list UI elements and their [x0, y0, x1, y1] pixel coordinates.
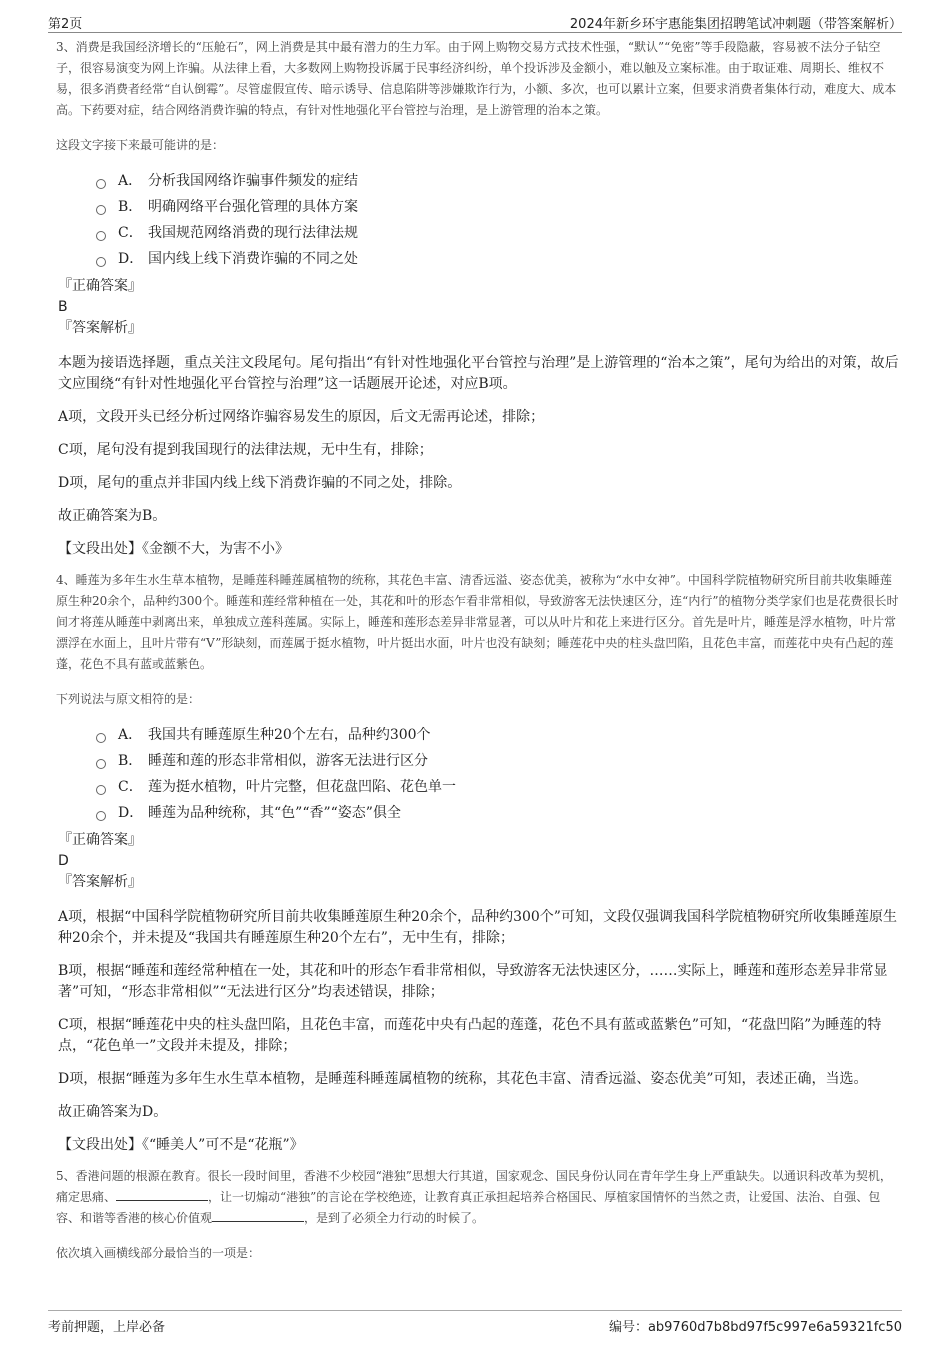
radio-icon[interactable]	[96, 811, 106, 821]
fill-blank	[116, 1188, 208, 1201]
page-footer	[48, 1310, 902, 1339]
question-3	[56, 37, 900, 560]
q4-question: 下列说法与原文相符的是：	[56, 692, 201, 706]
option-letter: B．	[118, 753, 143, 769]
radio-icon[interactable]	[96, 205, 106, 215]
q4-options	[96, 722, 900, 826]
q4-explanation: A项，根据“中国科学院植物研究所目前共收集睡莲原生种20余个，品种约300个”可知，文段仅强调我国科学院植物研究所收集睡莲原生种20余个，并未提及“我国共有睡莲原生种20个左右”，无中生有，排除；	[58, 909, 897, 946]
question-4	[56, 570, 900, 1156]
q3-option-a[interactable]	[96, 168, 900, 194]
option-text: 国内线上线下消费诈骗的不同之处	[148, 251, 358, 267]
q5-passage-part: ，是到了必须全力行动的时候了。	[304, 1211, 485, 1225]
option-letter: D．	[118, 805, 144, 821]
document-body	[56, 37, 900, 1264]
footer-slogan: 考前押题，上岸必备	[48, 1320, 166, 1335]
option-text: 莲为挺水植物，叶片完整，但花盘凹陷、花色单一	[148, 779, 456, 795]
q3-options	[96, 168, 900, 272]
radio-icon[interactable]	[96, 231, 106, 241]
q3-explanation: C项，尾句没有提到我国现行的法律法规，无中生有，排除；	[58, 442, 433, 458]
option-text: 分析我国网络诈骗事件频发的症结	[148, 173, 358, 189]
q3-option-d[interactable]	[96, 246, 900, 272]
option-text: 我国共有睡莲原生种20个左右，品种约300个	[148, 727, 431, 743]
q4-answer-label: 『正确答案』	[58, 832, 142, 848]
q5-passage	[56, 1166, 900, 1229]
option-text: 明确网络平台强化管理的具体方案	[148, 199, 358, 215]
q3-analysis-label: 『答案解析』	[58, 320, 142, 336]
option-text: 睡莲为品种统称，其“色”“香”“姿态”俱全	[148, 805, 401, 821]
q5-passage-part: ，让一切煽动“港独”的言论在学校绝迹，让教育真正承担起培养合格国民、厚植家国情怀的当然之责，让爱国、法治、自强、包容、和谐等香港的核心价值观	[56, 1190, 881, 1225]
fill-blank	[212, 1209, 304, 1222]
q3-passage: 3、消费是我国经济增长的“压舱石”，网上消费是其中最有潜力的生力军。由于网上购物交易方式技术性强，“默认”“免密”等手段隐蔽，容易被不法分子钻空子，很容易演变为网上诈骗。从法律上看，大多数网上购物投诉属于民事经济纠纷，单个投诉涉及金额小，难以触及立案标准。由于取证难、周期长、维权不易，很多消费者经常“自认倒霉”。尽管虚假宣传、暗示诱导、信息陷阱等涉嫌欺诈行为，小额、多次，也可以累计立案，但要求消费者集体行动，难度大、成本高。下药要对症，结合网络消费诈骗的特点，有针对性地强化平台管控与治理，是上游管理的治本之策。	[56, 40, 897, 117]
q5-passage-part: 5、香港问题的根源在教育。很长一段时间里，香港不少校园“港独”思想大行其道，国家观念、国民身份认同在青年学生身上严重缺失。以通识科改革为契机，痛定思痛、	[56, 1169, 892, 1204]
q3-question: 这段文字接下来最可能讲的是：	[56, 138, 225, 152]
option-letter: D．	[118, 251, 144, 267]
q4-answer: D	[58, 853, 69, 869]
q3-explanation: D项，尾句的重点并非国内线上线下消费诈骗的不同之处，排除。	[58, 475, 462, 491]
document-title: 2024年新乡环宇惠能集团招聘笔试冲刺题（带答案解析）	[569, 17, 902, 32]
q4-explanation: D项，根据“睡莲为多年生水生草本植物，是睡莲科睡莲属植物的统称，其花色丰富、清香远溢、姿态优美”可知，表述正确，当选。	[58, 1071, 868, 1087]
q4-explanation: B项，根据“睡莲和莲经常种植在一处，其花和叶的形态乍看非常相似，导致游客无法快速区分，……实际上，睡莲和莲形态差异非常显著”可知，“形态非常相似”“无法进行区分”均表述错误，排除；	[58, 963, 888, 1000]
q3-explanation: 本题为接语选择题，重点关注文段尾句。尾句指出“有针对性地强化平台管控与治理”是上游管理的“治本之策”，尾句为给出的对策，故后文应围绕“有针对性地强化平台管控与治理”这一话题展开论述，对应B项。	[58, 355, 899, 392]
page-header	[48, 10, 902, 33]
option-letter: A．	[118, 727, 143, 743]
option-letter: C．	[118, 225, 143, 241]
radio-icon[interactable]	[96, 759, 106, 769]
question-5	[56, 1166, 900, 1264]
q3-explanation: 故正确答案为B。	[58, 508, 167, 524]
q3-option-b[interactable]	[96, 194, 900, 220]
radio-icon[interactable]	[96, 179, 106, 189]
q4-source: 【文段出处】《“睡美人”可不是“花瓶”》	[58, 1137, 304, 1153]
option-text: 我国规范网络消费的现行法律法规	[148, 225, 358, 241]
page-number: 第2页	[48, 17, 83, 32]
option-text: 睡莲和莲的形态非常相似，游客无法进行区分	[148, 753, 428, 769]
q3-answer-label: 『正确答案』	[58, 278, 142, 294]
q4-option-c[interactable]	[96, 774, 900, 800]
option-letter: C．	[118, 779, 143, 795]
option-letter: A．	[118, 173, 143, 189]
q3-source: 【文段出处】《金额不大，为害不小》	[58, 541, 289, 557]
q4-option-d[interactable]	[96, 800, 900, 826]
document-id: 编号：ab9760d7b8bd97f5c997e6a59321fc50	[608, 1320, 902, 1335]
q4-option-b[interactable]	[96, 748, 900, 774]
q4-explanation: C项，根据“睡莲花中央的柱头盘凹陷，且花色丰富，而莲花中央有凸起的莲蓬，花色不具有蓝或蓝紫色”可知，“花盘凹陷”为睡莲的特点，“花色单一”文段并未提及，排除；	[58, 1017, 882, 1054]
q3-option-c[interactable]	[96, 220, 900, 246]
q4-passage: 4、睡莲为多年生水生草本植物，是睡莲科睡莲属植物的统称，其花色丰富、清香远溢、姿态优美，被称为“水中女神”。中国科学院植物研究所目前共收集睡莲原生种20余个，品种约300个。睡莲和莲经常种植在一处，其花和叶的形态乍看非常相似，导致游客无法快速区分，连“内行”的植物分类学家们也是花费很长时间才将莲从睡莲中剥离出来，单独成立莲科莲属。实际上，睡莲和莲形态差异非常显著，可以从叶片和花上来进行区分。首先是叶片，睡莲是浮水植物，叶片常漂浮在水面上，且叶片带有“V”形缺刻，而莲属于挺水植物，叶片挺出水面，叶片也没有缺刻；睡莲花中央的柱头盘凹陷，且花色丰富，而莲花中央有凸起的莲蓬，花色不具有蓝或蓝紫色。	[56, 573, 899, 671]
q3-explanation: A项，文段开头已经分析过网络诈骗容易发生的原因，后文无需再论述，排除；	[58, 409, 545, 425]
radio-icon[interactable]	[96, 257, 106, 267]
q4-option-a[interactable]	[96, 722, 900, 748]
q3-answer: B	[58, 299, 68, 315]
q5-question: 依次填入画横线部分最恰当的一项是：	[56, 1246, 261, 1260]
option-letter: B．	[118, 199, 143, 215]
q4-explanation: 故正确答案为D。	[58, 1104, 168, 1120]
radio-icon[interactable]	[96, 785, 106, 795]
radio-icon[interactable]	[96, 733, 106, 743]
q4-analysis-label: 『答案解析』	[58, 874, 142, 890]
